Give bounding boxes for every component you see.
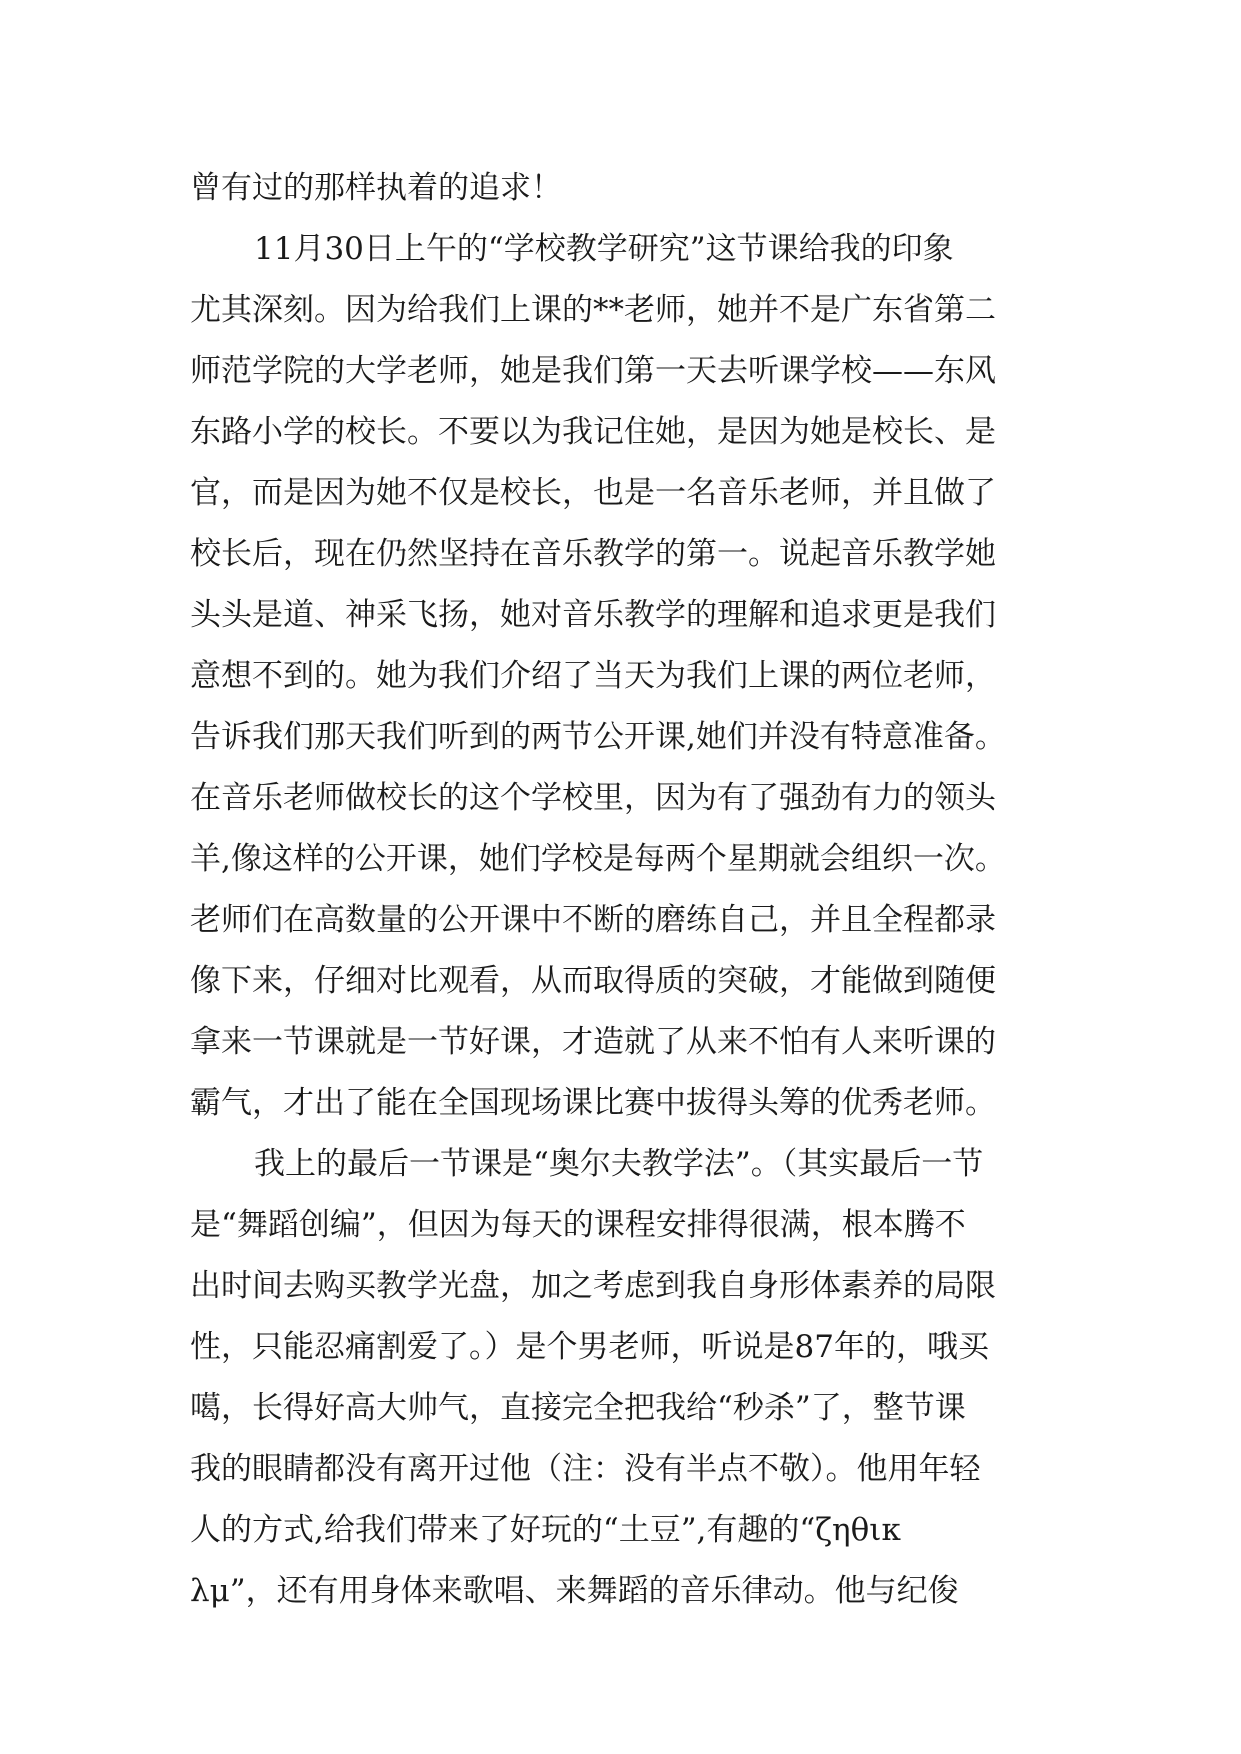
- text-line: 霸气，才出了能在全国现场课比赛中拔得头筹的优秀老师。: [190, 1085, 996, 1121]
- text-line: 头头是道、神采飞扬，她对音乐教学的理解和追求更是我们: [190, 597, 996, 633]
- text-line: 校长后，现在仍然坚持在音乐教学的第一。说起音乐教学她: [190, 536, 996, 572]
- text-line: 拿来一节课就是一节好课，才造就了从来不怕有人来听课的: [190, 1024, 996, 1060]
- text-line: 老师们在高数量的公开课中不断的磨练自己，并且全程都录: [190, 902, 996, 938]
- text-line: 曾有过的那样执着的追求！: [190, 170, 562, 206]
- text-line: 告诉我们那天我们听到的两节公开课,她们并没有特意准备。: [190, 719, 1006, 755]
- paragraph-start-line: 我上的最后一节课是“奥尔夫教学法”。（其实最后一节: [254, 1146, 984, 1182]
- body-text: [190, 158, 1070, 1622]
- text-line: 羊,像这样的公开课，她们学校是每两个星期就会组织一次。: [190, 841, 1006, 877]
- text-line: 像下来，仔细对比观看，从而取得质的突破，才能做到随便: [190, 963, 996, 999]
- text-line: 噶，长得好高大帅气，直接完全把我给“秒杀”了，整节课: [190, 1390, 966, 1426]
- text-line: 性，只能忍痛割爱了。）是个男老师，听说是87年的，哦买: [190, 1329, 989, 1365]
- text-line: 我的眼睛都没有离开过他（注：没有半点不敬）。他用年轻: [190, 1451, 981, 1487]
- text-line: 是“舞蹈创编”，但因为每天的课程安排得很满，根本腾不: [190, 1207, 966, 1243]
- paragraph-start-line: 11月30日上午的“学校教学研究”这节课给我的印象: [254, 231, 954, 267]
- text-line: 出时间去购买教学光盘，加之考虑到我自身形体素养的局限: [190, 1268, 996, 1304]
- text-line: 在音乐老师做校长的这个学校里，因为有了强劲有力的领头: [190, 780, 996, 816]
- text-line: λμ”，还有用身体来歌唱、来舞蹈的音乐律动。他与纪俊: [190, 1573, 959, 1609]
- text-line: 尤其深刻。因为给我们上课的**老师，她并不是广东省第二: [190, 292, 996, 328]
- text-line: 官，而是因为她不仅是校长，也是一名音乐老师，并且做了: [190, 475, 996, 511]
- text-line: 东路小学的校长。不要以为我记住她，是因为她是校长、是: [190, 414, 996, 450]
- text-line: 意想不到的。她为我们介绍了当天为我们上课的两位老师，: [190, 658, 996, 694]
- text-line: 人的方式,给我们带来了好玩的“土豆”,有趣的“ζηθικ: [190, 1512, 901, 1548]
- text-line: 师范学院的大学老师，她是我们第一天去听课学校——东风: [190, 353, 996, 389]
